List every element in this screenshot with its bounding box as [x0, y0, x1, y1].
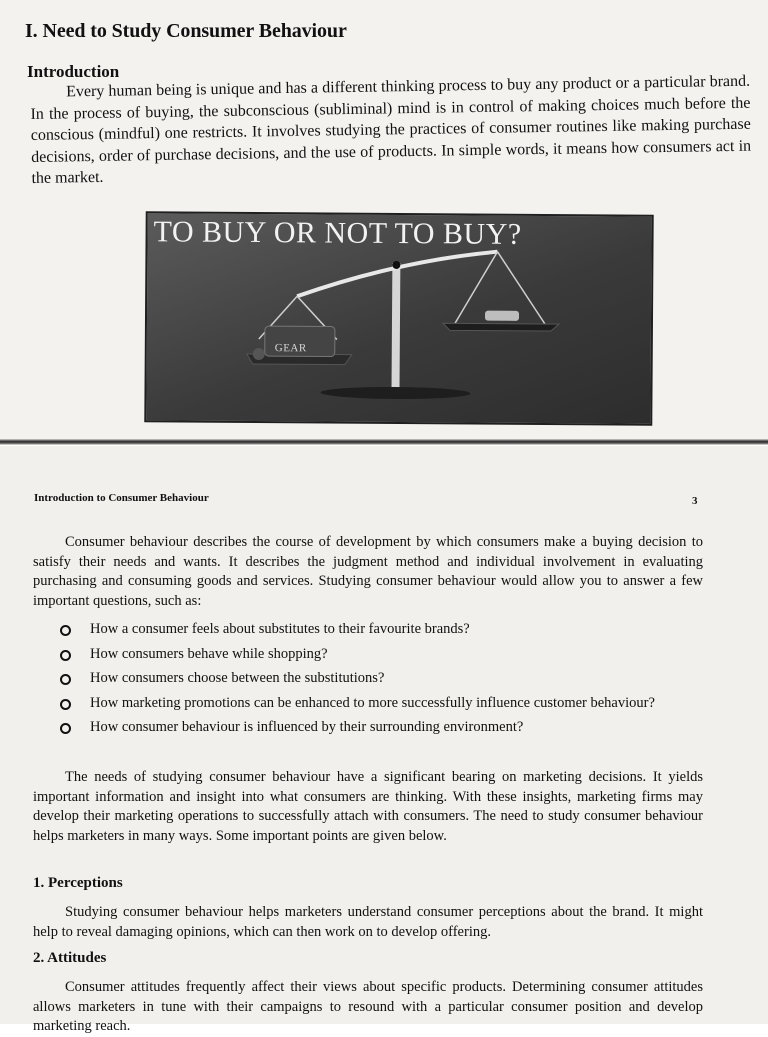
hollow-circle-bullet-icon	[60, 723, 71, 734]
list-item-text: How marketing promotions can be enhanced to more successfully influence customer behaviour?	[90, 694, 655, 711]
scale-base	[320, 386, 470, 399]
section-heading-perceptions: 1. Perceptions	[33, 875, 123, 891]
list-item	[58, 645, 704, 665]
page-divider	[0, 439, 768, 445]
list-item-text: How a consumer feels about substitutes to their favourite brands?	[90, 621, 470, 637]
list-item-text: How consumers choose between the substitutions?	[90, 670, 385, 686]
top-page	[0, 0, 768, 441]
body-paragraph-1: Consumer behaviour describes the course of development by which consumers make a buying decision to satisfy their needs and wants. It describes the judgment method and individual involvement in evaluating purchasing and consuming goods and services. Studying consumer behaviour would allow you to answer a few important questions, such as:	[33, 534, 703, 609]
question-list	[58, 620, 704, 743]
hollow-circle-bullet-icon	[60, 625, 71, 636]
gear-icon	[253, 348, 265, 360]
scale-pivot	[392, 261, 400, 269]
intro-heading: Introduction	[27, 62, 120, 81]
list-item-text: How consumer behaviour is influenced by their surrounding environment?	[90, 719, 524, 735]
hollow-circle-bullet-icon	[60, 699, 71, 710]
list-item	[58, 694, 704, 714]
hollow-circle-bullet-icon	[60, 674, 71, 685]
body-paragraph-2: The needs of studying consumer behaviour have a significant bearing on marketing decisions. It yields important information and insight into what consumers are thinking. With these insights, marketing firms may develop their marketing operations to successfully attach with consumers. The need to study consumer behaviour helps marketers in many ways. Some important points are given below.	[33, 769, 703, 844]
figure-title: TO BUY OR NOT TO BUY?	[153, 215, 522, 251]
list-item	[58, 620, 704, 640]
right-weight	[485, 311, 519, 321]
list-item	[58, 718, 704, 738]
hollow-circle-bullet-icon	[60, 650, 71, 661]
list-item-text: How consumers behave while shopping?	[90, 645, 328, 662]
section-text-perceptions: Studying consumer behaviour helps marketers understand consumer perceptions about the brand. It might help to reveal damaging opinions, which can then work on to develop offering.	[33, 904, 703, 940]
chapter-title: I. Need to Study Consumer Behaviour	[25, 20, 347, 42]
scale-pole	[391, 263, 400, 391]
section-heading-attitudes: 2. Attitudes	[33, 950, 107, 966]
list-item	[58, 669, 704, 689]
gear-label: GEAR	[274, 342, 307, 355]
page-number: 3	[692, 495, 698, 507]
right-pan	[443, 323, 559, 331]
section-text-attitudes: Consumer attitudes frequently affect their views about specific products. Determining consumer attitudes allows marketers in tune with their campaigns to resound with a particular consumer position and develop marketing reach.	[33, 979, 703, 1034]
balance-scale-figure	[144, 211, 653, 426]
running-header: Introduction to Consumer Behaviour	[34, 492, 209, 504]
intro-paragraph: Every human being is unique and has a different thinking process to buy any product or a particular brand. In the process of buying, the subconscious (subliminal) mind is in control of making choices much before the conscious (mindful) one restricts. It involves studying the practices of consumer routines like making purchase decisions, order of purchase decisions, and the use of products. In simple words, it means how consumers act in the market.	[30, 72, 752, 188]
